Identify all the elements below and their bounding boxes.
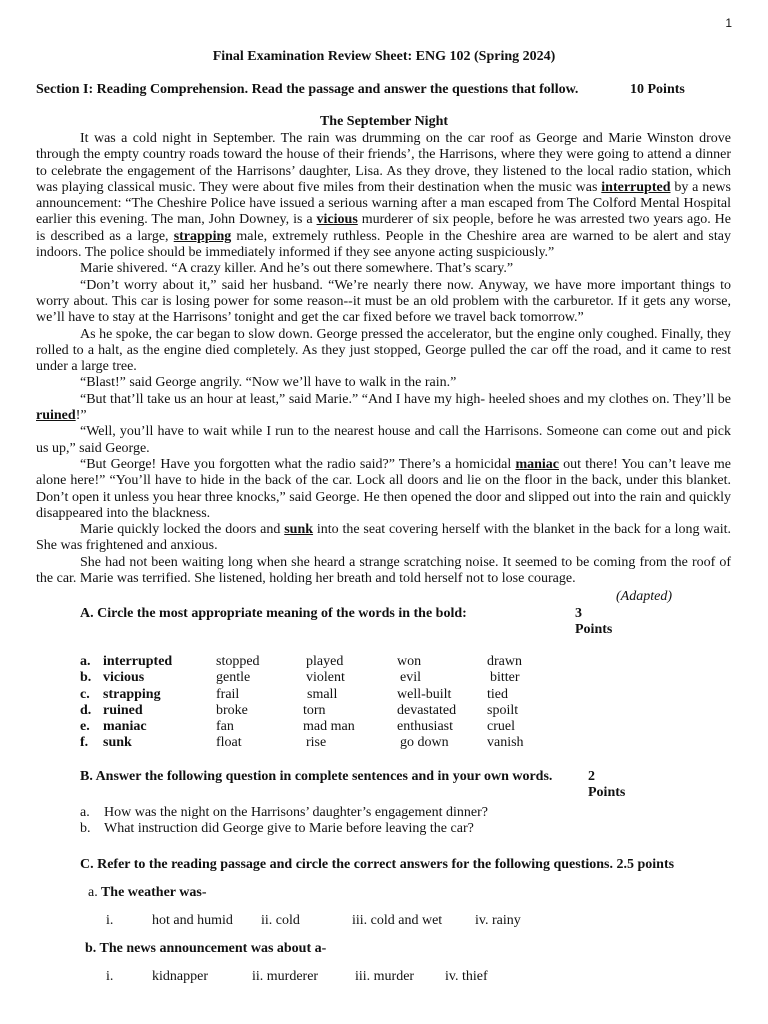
option[interactable]: tied xyxy=(487,686,508,702)
option[interactable]: iv. rainy xyxy=(475,913,521,928)
option[interactable]: small xyxy=(307,686,338,702)
bold-word-strapping: strapping xyxy=(173,228,232,244)
option[interactable]: gentle xyxy=(216,670,251,686)
option[interactable]: mad man xyxy=(303,719,355,735)
question-a-heading: A. Circle the most appropriate meaning of the words in the bold: 3 Points xyxy=(80,606,613,637)
bold-word-sunk: sunk xyxy=(284,522,314,538)
option[interactable]: violent xyxy=(306,670,345,686)
list-item: a. How was the night on the Harrisons’ daughter’s engagement dinner? xyxy=(80,805,488,820)
paragraph-1: It was a cold night in September. The rain was drumming on the car roof as George and Marie Winston drove through the empty country roads toward the house of their friends’, the Harrisons, where they were going to attend a dinner to celebrate the engagement of the Harrisons’ daughter, Lisa. As they drove, they listened to the local radio station, which was playing classical music. They were about five miles from their destination when the music was interrupted by a news announcement: “The Cheshire Police have issued a serious warning after a man escaped from The Colford Mental Hospital earlier this evening. The man, John Downey, is a vicious murderer of six people, before he was arrested two years ago. He is described as a large, strapping male, extremely ruthless. People in the Cheshire area are warned to be alert and stay indoors. The police should be immediately informed if they see anyone acting suspiciously.” xyxy=(36,131,731,261)
question-c-a-options: i. hot and humid ii. cold iii. cold and wet iv. rainy xyxy=(106,913,521,928)
paragraph-5: “Blast!” said George angrily. “Now we’ll have to walk in the rain.” xyxy=(80,375,457,391)
option[interactable]: devastated xyxy=(397,702,457,718)
option[interactable]: frail xyxy=(216,686,240,702)
paragraph-6: “But that’ll take us an hour at least,” said Marie.” “And I have my high- heeled shoes and my clothes on. They’ll be ruined!” xyxy=(36,391,731,424)
question-c-points: 2.5 points xyxy=(616,857,675,872)
option[interactable]: enthusiast xyxy=(397,719,453,735)
question-c-heading: C. Refer to the reading passage and circle the correct answers for the following questions. 2.5 points xyxy=(80,857,675,872)
option[interactable]: spoilt xyxy=(487,702,519,718)
option[interactable]: rise xyxy=(306,735,327,751)
section-heading-text: Section I: Reading Comprehension. Read the passage and answer the questions that follow. xyxy=(36,82,579,97)
option[interactable]: bitter xyxy=(490,670,520,686)
document-title: Final Examination Review Sheet: ENG 102 (Spring 2024) xyxy=(212,49,556,64)
option[interactable]: well-built xyxy=(397,686,452,702)
bold-word-maniac: maniac xyxy=(515,456,559,472)
bold-word-interrupted: interrupted xyxy=(601,179,671,195)
option[interactable]: broke xyxy=(216,702,248,718)
paragraph-9: Marie quickly locked the doors and sunk into the seat covering herself with the blanket in the back for a long wait. She was frightened and anxious. xyxy=(36,522,732,554)
option[interactable]: won xyxy=(397,654,422,669)
paragraph-3: “Don’t worry about it,” said her husband. “We’re nearly there now. Anyway, we have more important things to worry about. This car is losing power for some reason--it must be an old problem with the carburetor. If it gets any worse, we’ll have to stay at the Harrisons’ tonight and get the car fixed before we travel back tomorrow.” xyxy=(36,277,731,326)
option[interactable]: cruel xyxy=(487,719,515,735)
option[interactable]: iii. cold and wet xyxy=(352,913,443,928)
option[interactable]: ii. cold xyxy=(261,913,300,928)
paragraph-10: She had not been waiting long when she heard a strange scratching noise. It seemed to be coming from the roof of the car. Marie was terrified. She listened, holding her breath and told herself not to lose courage. xyxy=(36,554,731,587)
option[interactable]: played xyxy=(306,654,344,669)
section-points: 10 Points xyxy=(630,82,685,97)
reading-passage xyxy=(36,131,731,587)
question-b-heading: B. Answer the following question in complete sentences and in your own words. 2 Points xyxy=(80,769,626,800)
bold-word-vicious: vicious xyxy=(316,212,358,228)
option[interactable]: kidnapper xyxy=(152,969,208,984)
option[interactable]: iii. murder xyxy=(355,969,415,984)
option[interactable]: drawn xyxy=(487,654,522,669)
option[interactable]: hot and humid xyxy=(152,913,233,928)
option[interactable]: go down xyxy=(400,735,449,751)
option[interactable]: iv. thief xyxy=(445,969,488,984)
option[interactable]: evil xyxy=(400,670,421,686)
question-b-points: 2 Points xyxy=(588,769,626,800)
question-c-a-stem: a. The weather was- xyxy=(88,885,207,900)
option[interactable]: float xyxy=(216,735,242,751)
paragraph-8: “But George! Have you forgotten what the radio said?” There’s a homicidal maniac out there! You can’t leave me alone here!” “You’ll have to hide in the back of the car. Lock all doors and lie on the floor in the back, under this blanket. Don’t open it unless you hear three knocks,” said George. He then opened the door and slipped out into the rain and quickly disappeared into the blackness. xyxy=(36,456,731,521)
question-c-b-options: i. kidnapper ii. murderer iii. murder iv. thief xyxy=(106,969,488,984)
paragraph-4: As he spoke, the car began to slow down. George pressed the accelerator, but the engine only coughed. Finally, they rolled to a halt, as the engine died completely. As they just stopped, George pulled the car off the road, and it came to rest under a large tree. xyxy=(36,326,731,375)
question-b-list xyxy=(80,805,488,838)
question-c-b-stem: b. The news announcement was about a- xyxy=(85,941,327,956)
option[interactable]: stopped xyxy=(216,654,260,669)
paragraph-2: Marie shivered. “A crazy killer. And he’s out there somewhere. That’s scary.” xyxy=(80,261,514,277)
adapted-note: (Adapted) xyxy=(616,589,672,604)
option[interactable]: vanish xyxy=(487,735,524,751)
list-item: b. What instruction did George give to Marie before leaving the car? xyxy=(80,821,474,837)
option[interactable]: torn xyxy=(303,702,326,718)
section-heading xyxy=(36,82,736,98)
option[interactable]: ii. murderer xyxy=(252,969,319,984)
bold-word-ruined: ruined xyxy=(36,408,76,424)
question-a-points: 3 Points xyxy=(575,606,613,637)
story-title: The September Night xyxy=(319,114,449,129)
option[interactable]: fan xyxy=(216,719,234,735)
page-number: 1 xyxy=(725,16,732,30)
paragraph-7: “Well, you’ll have to wait while I run to the nearest house and call the Harrisons. Someone can come out and pick us up,” said George. xyxy=(36,424,731,456)
